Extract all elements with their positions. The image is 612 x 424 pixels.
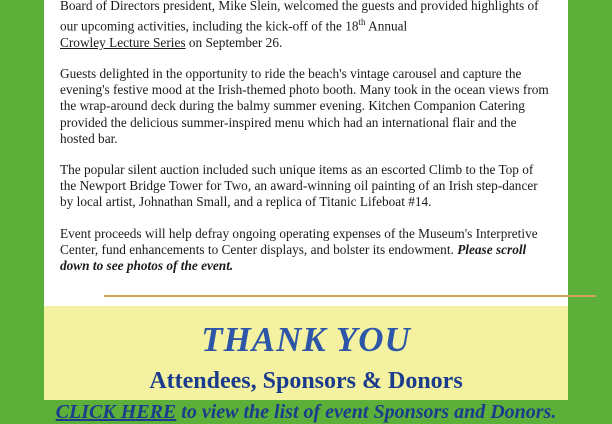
article-body xyxy=(44,0,568,289)
section-divider xyxy=(104,295,596,297)
left-margin-band xyxy=(0,0,44,400)
scroll-down-note: Please scroll down to see photos of the event. xyxy=(60,241,527,274)
thank-you-section xyxy=(44,306,568,423)
thank-you-title: THANK YOU xyxy=(201,320,411,359)
click-here-link[interactable]: CLICK HERE xyxy=(55,401,177,423)
paragraph-1-text-after-link: on September 26. xyxy=(185,34,283,50)
paragraph-4 xyxy=(60,226,552,275)
sponsors-cta xyxy=(44,401,568,424)
sponsors-cta-text: to view the list of event Sponsors and Donors. xyxy=(176,401,557,423)
paragraph-1 xyxy=(60,0,552,51)
thank-you-subtitle: Attendees, Sponsors & Donors xyxy=(149,368,463,394)
paragraph-4-text: Event proceeds will help defray ongoing operating expenses of the Museum's Interpretive Center, fund enhancements to Center displays, and bolster its endowment. xyxy=(60,225,538,257)
paragraph-1-text-after-superscript: Annual xyxy=(365,18,408,34)
paragraph-3: The popular silent auction included such unique items as an escorted Climb to the Top of the Newport Bridge Tower for Two, an award-winning oil painting of an Irish step-dancer by local artist, Johnathan Small, and a replica of Titanic Lifeboat #14. xyxy=(60,162,538,210)
right-margin-band xyxy=(568,0,612,400)
ordinal-superscript: th xyxy=(358,17,366,28)
crowley-lecture-series-link[interactable]: Crowley Lecture Series xyxy=(60,34,186,50)
paragraph-1-text-before-link: Board of Directors president, Mike Slein, welcomed the guests and provided highlights of our upcoming activities, including the kick-off of the 18 xyxy=(60,0,539,34)
paragraph-2: Guests delighted in the opportunity to ride the beach's vintage carousel and capture the evening's festive mood at the Irish-themed photo booth. Many took in the ocean views from the wrap-around deck during the balmy summer evening. Kitchen Companion Catering provided the delicious summer-inspired menu which had an international flair and the hosted bar. xyxy=(60,66,549,146)
